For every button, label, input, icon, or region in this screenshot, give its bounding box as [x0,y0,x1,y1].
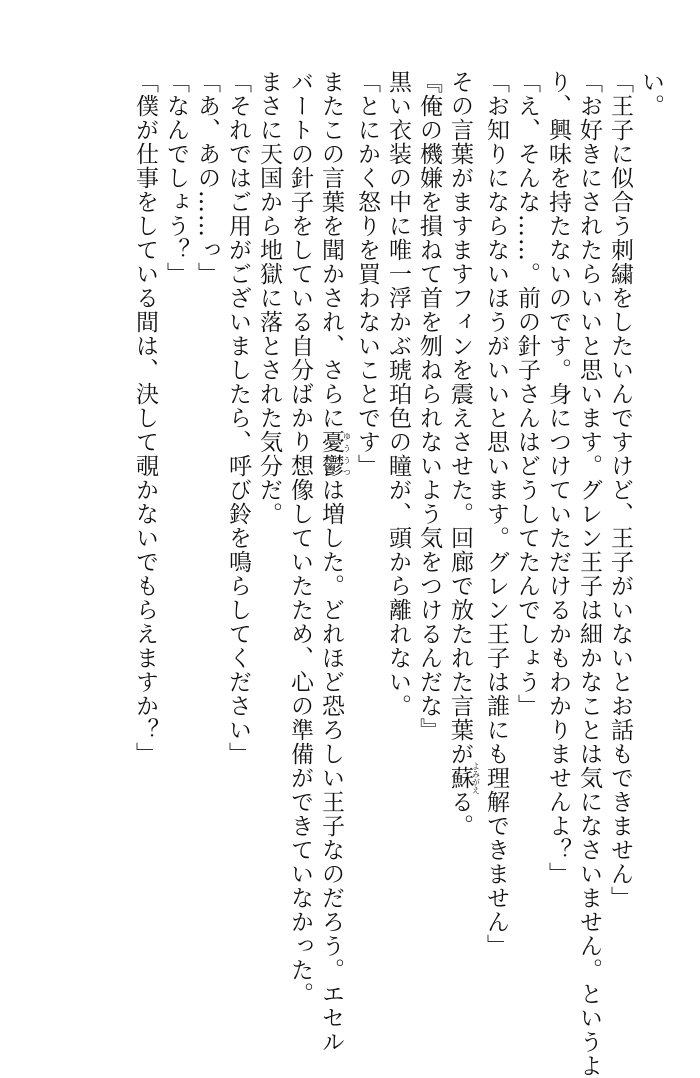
ruby-base: 憂鬱 [318,430,344,478]
text-line: 「王子に似合う刺繍をしたいんですけど、王子がいないとお話もできません」 [607,70,633,910]
ruby-base: 蘇 [447,762,473,794]
text-line: 「あ、あの……っ」 [194,70,220,286]
text-line: い。 [638,70,664,118]
text-line: 「僕が仕事をしている間は、決して覗かないでもらえますか？」 [132,70,158,766]
ruby-reading: よみがえ [471,762,481,794]
text-line: 「え、そんな……。前の針子さんはどうしてたんでしょう」 [514,70,540,718]
text-line: 「お知りにならないほうがいいと思います。グレン王子は誰にも理解できません」 [483,70,509,958]
ruby-word [318,430,352,478]
text-line: バートの針子をしている自分ばかり想像していたため、心の準備ができていなかった。 [287,70,313,1006]
vertical-text-block [129,70,666,1078]
text-line: 『俺の機嫌を損ねて首を刎ねられないよう気をつけるんだな』 [416,70,442,742]
text-fragment: その言葉がますますフィンを震えさせた。回廊で放たれた言葉が [447,70,473,766]
text-line: 「それではご用がございましたら、呼び鈴を鳴らしてください」 [225,70,251,766]
text-line: まさに天国から地獄に落とされた気分だ。 [256,70,282,526]
text-line: 「とにかく怒りを買わないことです」 [354,70,380,478]
text-line: 「お好きにされたらいいと思います。グレン王子は細かなことは気になさいません。というよ [576,70,602,1078]
text-fragment: る。 [447,790,473,838]
text-line-with-ruby [315,70,352,1054]
ruby-word [447,762,481,794]
text-fragment: またこの言葉を聞かされ、さらに [318,70,344,430]
text-line: り、興味を持たないのです。身につけていただけるかもわかりませんよ？」 [545,70,571,886]
text-line-with-ruby [444,70,480,970]
text-fragment: は増した。どれほど恐ろしい王子なのだろう。エセル [318,478,344,1054]
text-line: 「なんでしょう？」 [163,70,189,286]
ruby-reading: ゆううつ [342,430,352,478]
text-line: 黒い衣装の中に唯一浮かぶ琥珀色の瞳が、頭から離れない。 [385,70,411,718]
